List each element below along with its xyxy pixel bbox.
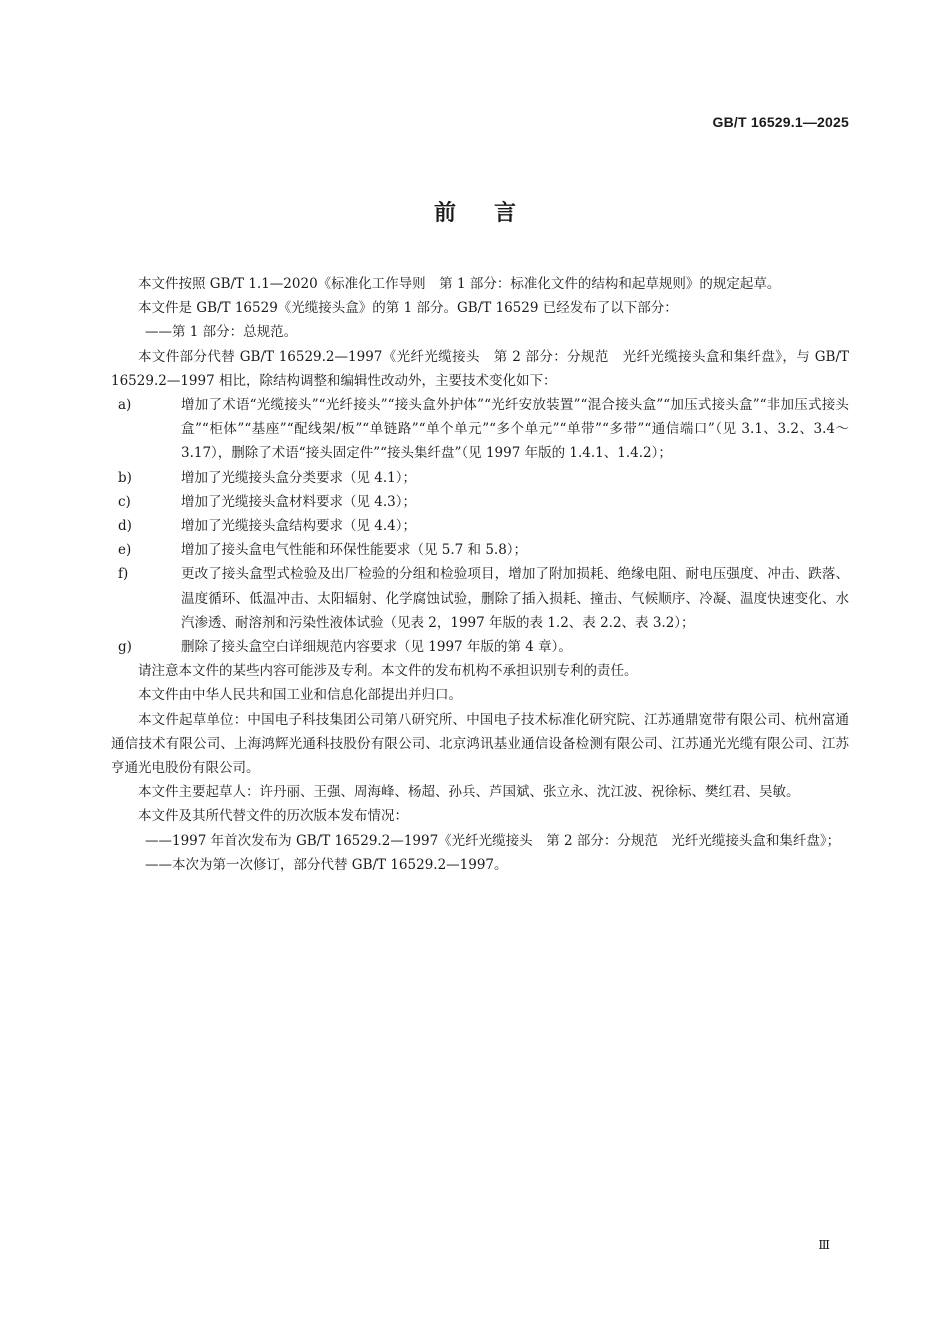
paragraph-patent-notice: 请注意本文件的某些内容可能涉及专利。本文件的发布机构不承担识别专利的责任。: [138, 663, 638, 680]
change-item-marker: a): [118, 397, 132, 414]
change-item-text: 删除了接头盒空白详细规范内容要求（见 1997 年版的第 4 章）。: [181, 639, 572, 656]
paragraph-drafting-units: 本文件起草单位：中国电子科技集团公司第八研究所、中国电子技术标准化研究院、江苏通鼎宽带有限公司、杭州富通通信技术有限公司、上海鸿辉光通科技股份有限公司、北京鸿讯基业通信设备检测有限公司、江苏通光光缆有限公司、江苏亨通光电股份有限公司。: [111, 711, 849, 777]
document-body: [111, 272, 849, 877]
change-item: [111, 514, 849, 538]
paragraph-replacement: 本文件部分代替 GB/T 16529.2—1997《光纤光缆接头 第 2 部分：分规范 光纤光缆接头盒和集纤盘》，与 GB/T 16529.2—1997 相比，除结构调整和编辑性改动外，主要技术变化如下：: [111, 348, 849, 389]
change-item-text: 增加了光缆接头盒结构要求（见 4.4）；: [181, 518, 417, 535]
standard-code: GB/T 16529.1—2025: [712, 114, 849, 130]
page-title: 前言: [433, 201, 554, 226]
paragraph-drafters: 本文件主要起草人：许丹丽、王强、周海峰、杨超、孙兵、芦国斌、张立永、沈江波、祝徐标、樊红君、吴敏。: [138, 784, 800, 801]
series-part-item: ——第 1 部分：总规范。: [145, 324, 298, 341]
history-item: ——本次为第一次修订，部分代替 GB/T 16529.2—1997。: [145, 856, 508, 873]
history-item: ——1997 年首次发布为 GB/T 16529.2—1997《光纤光缆接头 第 2 部分：分规范 光纤光缆接头盒和集纤盘》；: [145, 832, 841, 849]
change-item-text: 增加了接头盒电气性能和环保性能要求（见 5.7 和 5.8）；: [181, 542, 528, 559]
change-item-marker: b): [118, 469, 132, 486]
change-item-text: 增加了光缆接头盒分类要求（见 4.1）；: [181, 469, 417, 486]
change-item-text: 增加了光缆接头盒材料要求（见 4.3）；: [181, 493, 417, 510]
change-item-marker: e): [118, 542, 132, 559]
change-item-text: 增加了术语“光缆接头”“光纤接头”“接头盒外护体”“光纤安放装置”“混合接头盒”“加压式接头盒”“非加压式接头盒”“柜体”“基座”“配线架/板”“单链路”“单个单元”“多个单元”“单带”“多带”“通信端口”（见 3.1、3.2、3.4～3.17），删除了术语“接头固定件”“接头集纤盘”（见 1997 年版的 1.4.1、1.4.2）；: [181, 397, 849, 462]
change-item: [111, 393, 849, 466]
change-item-marker: g): [118, 639, 132, 656]
paragraph-series-parts: 本文件是 GB/T 16529《光缆接头盒》的第 1 部分。GB/T 16529 已经发布了以下部分：: [138, 300, 678, 317]
change-item-marker: d): [118, 518, 132, 535]
change-item-text: 更改了接头盒型式检验及出厂检验的分组和检验项目，增加了附加损耗、绝缘电阻、耐电压强度、冲击、跌落、温度循环、低温冲击、太阳辐射、化学腐蚀试验，删除了插入损耗、撞击、气候顺序、冷凝、温度快速变化、水汽渗透、耐溶剂和污染性液体试验（见表 2，1997 年版的表 1.2、表 2.2、表 3.2）；: [181, 566, 849, 631]
paragraph-proposer: 本文件由中华人民共和国工业和信息化部提出并归口。: [138, 687, 462, 704]
change-item-marker: f): [118, 566, 129, 583]
change-item: [111, 490, 849, 514]
change-item: [111, 466, 849, 490]
page-number: Ⅲ: [818, 1238, 830, 1252]
change-item-marker: c): [118, 493, 131, 510]
paragraph-drafting-rules: 本文件按照 GB/T 1.1—2020《标准化工作导则 第 1 部分：标准化文件的结构和起草规则》的规定起草。: [138, 276, 781, 292]
paragraph-history: 本文件及其所代替文件的历次版本发布情况：: [138, 808, 408, 825]
change-item: [111, 562, 849, 635]
change-item: [111, 635, 849, 659]
change-item: [111, 538, 849, 562]
